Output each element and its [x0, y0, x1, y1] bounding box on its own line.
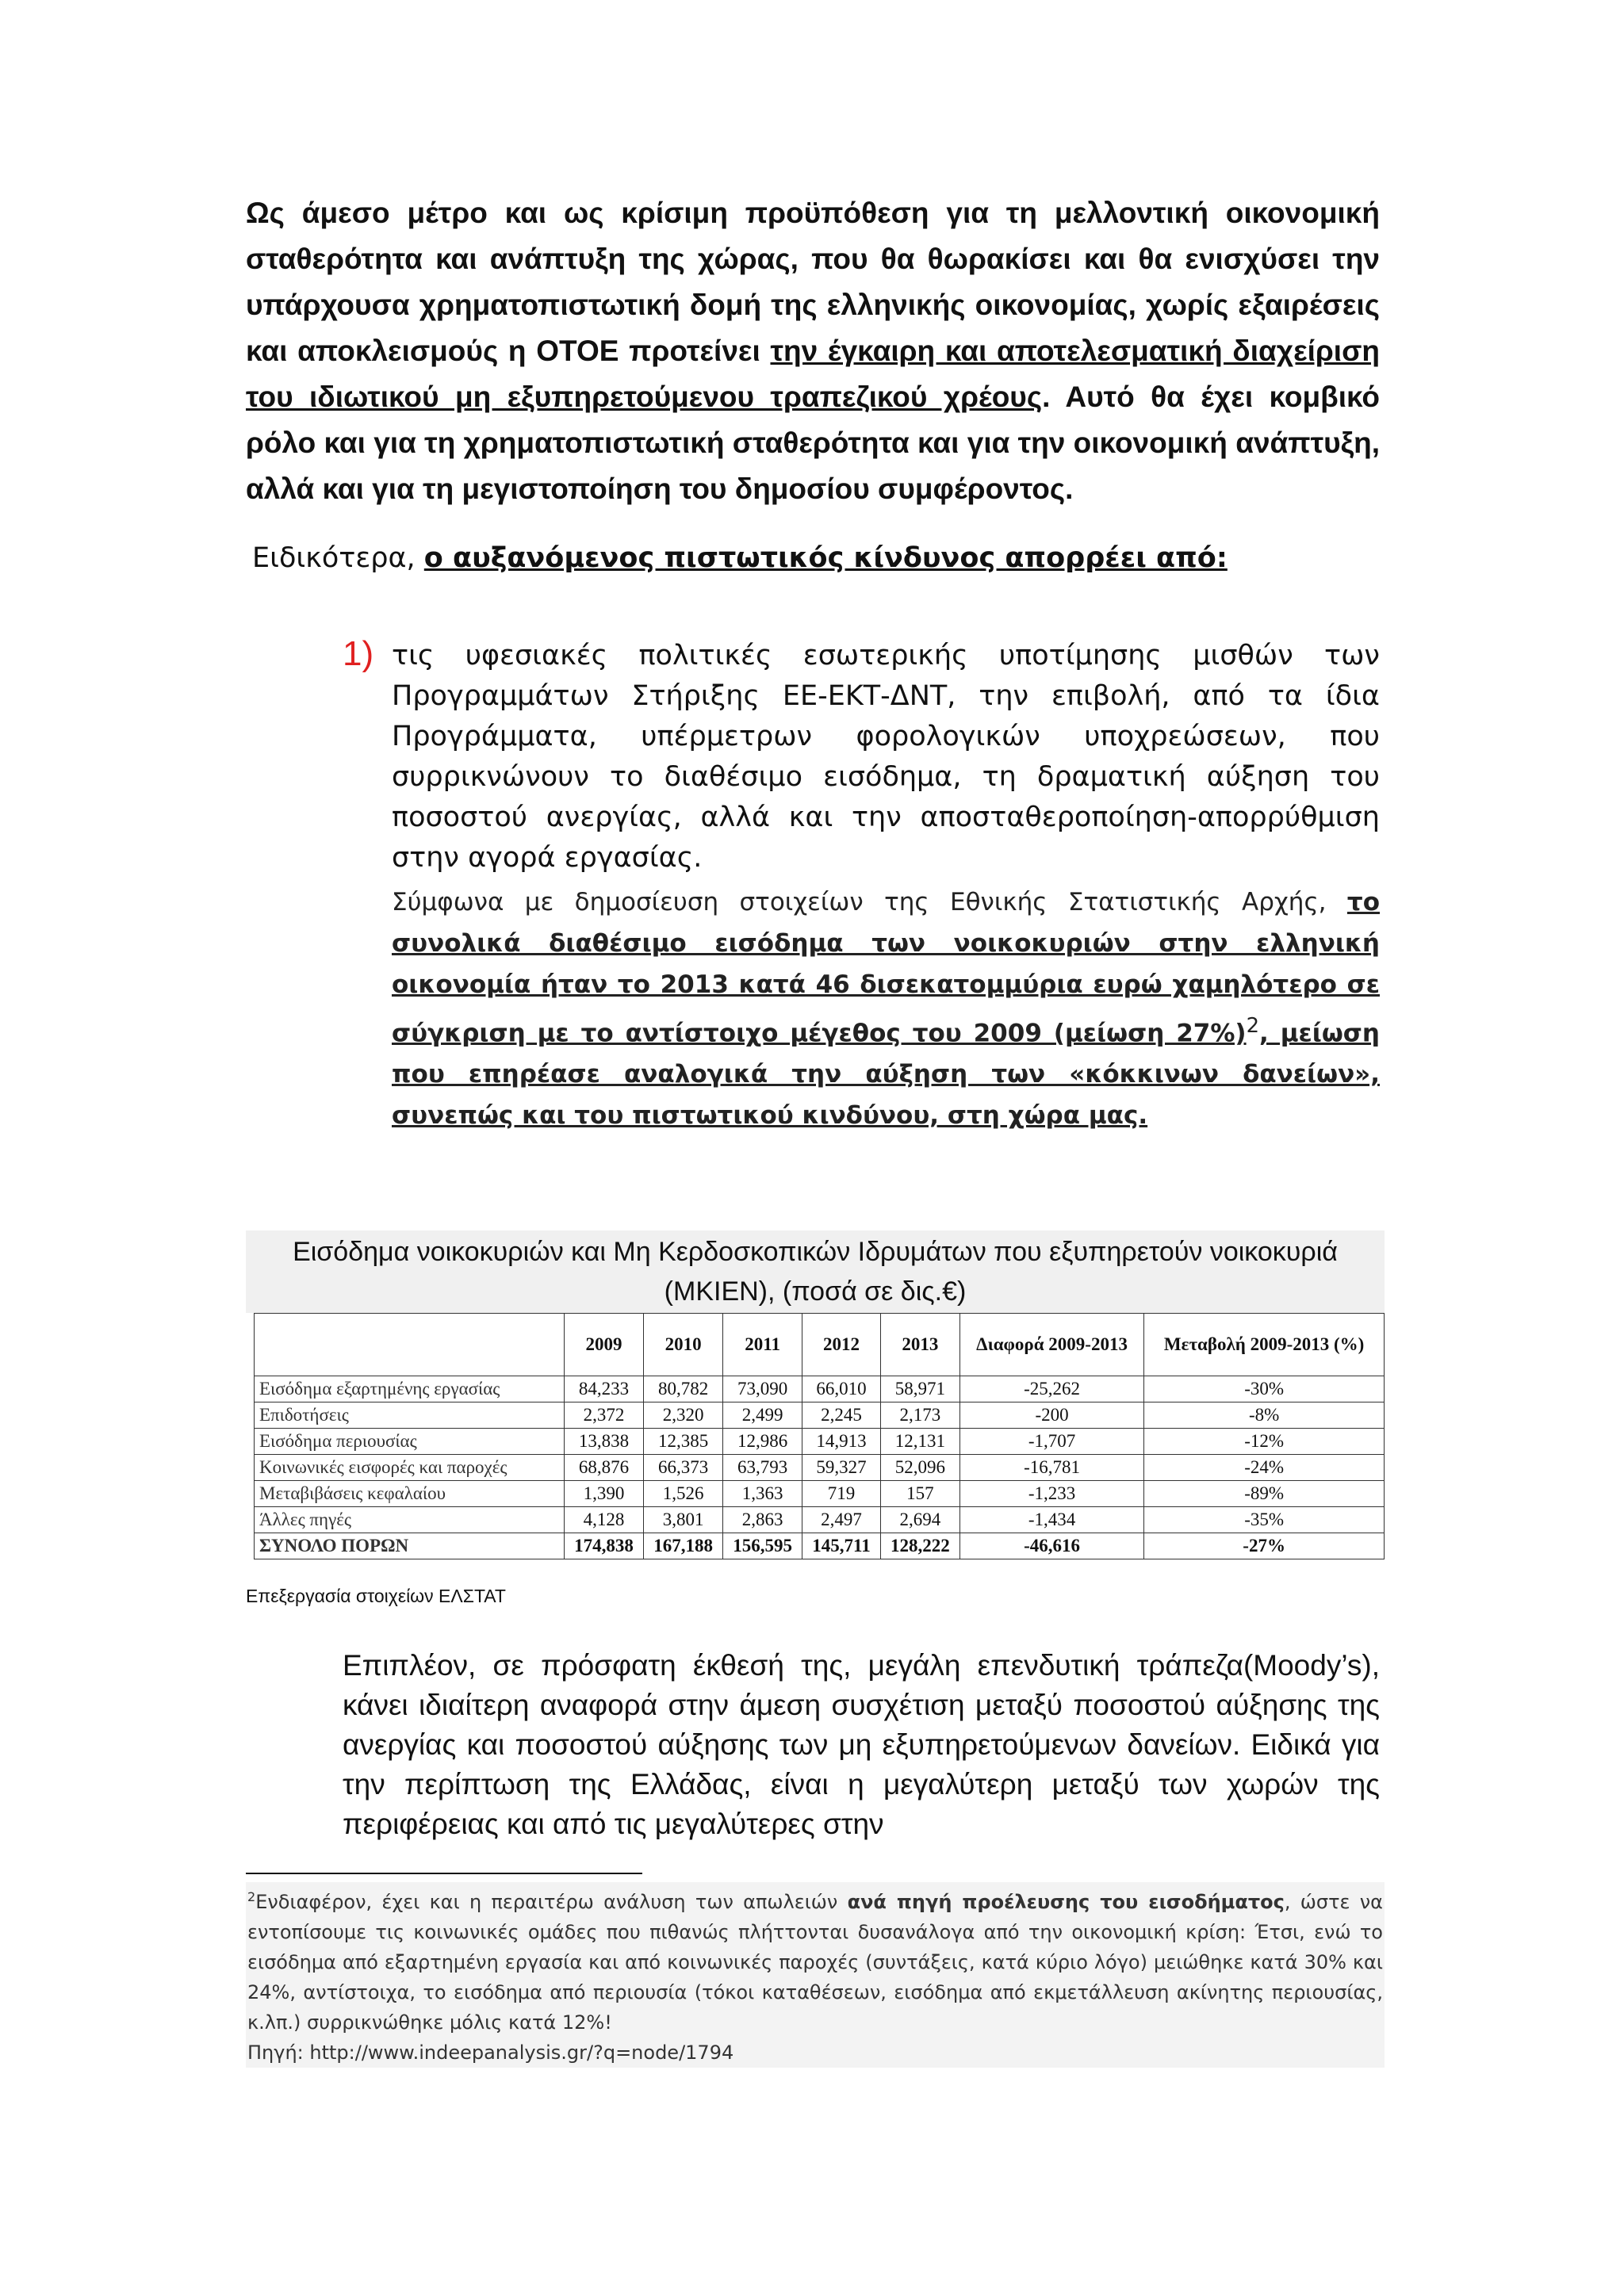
header-cell: 2013 [880, 1314, 959, 1376]
table-row [255, 1402, 1385, 1429]
row-label: Μεταβιβάσεις κεφαλαίου [255, 1481, 565, 1507]
table-cell: -8% [1144, 1402, 1385, 1429]
intro-bold: ο αυξανόμενος πιστωτικός κίνδυνος απορρέει από: [423, 542, 1228, 574]
detail-underlined-2: , μείωση που επηρέασε αναλογικά την αύξηση των «κόκκινων δανείων», συνεπώς και του πιστωτικού κινδύνου, στη χώρα μας. [392, 1019, 1380, 1131]
header-cell: 2009 [565, 1314, 644, 1376]
footnote-bold: ανά πηγή προέλευσης του εισοδήματος [847, 1891, 1285, 1913]
list-item-detail [392, 882, 1380, 1136]
income-table-wrap [254, 1313, 1386, 1559]
moodys-paragraph: Επιπλέον, σε πρόσφατη έκθεσή της, μεγάλη επενδυτική τράπεζα(Moody’s), κάνει ιδιαίτερη αναφορά στην άμεση συσχέτιση μεταξύ ποσοστού αύξησης της ανεργίας και ποσοστού αύξησης των μη εξυπηρετούμενων δανείων. Ειδικά για την περίπτωση της Ελλάδας, είναι η μεγαλύτερη μεταξύ των χωρών της περιφέρειας και από τις μεγαλύτερες στην [343, 1649, 1380, 1840]
opening-paragraph [246, 190, 1380, 512]
table-cell: 73,090 [723, 1376, 802, 1402]
footnote-ref: 2 [1246, 1014, 1259, 1038]
table-cell: 66,373 [644, 1455, 723, 1481]
table-cell: -1,707 [959, 1429, 1143, 1455]
opening-text-a: Ως άμεσο μέτρο και ως κρίσιμη προϋπόθεση για τη μελλοντική οικονομική σταθερότητα και ανάπτυξη της χώρας, που θα θωρακίσει και θα ενισχύσει την υπάρχουσα χρηματοπιστωτική δομή της ελληνικής οικονομίας, χωρίς εξαιρέσεις και αποκλεισμούς η ΟΤΟΕ προτείνει [246, 197, 1380, 367]
table-cell: -35% [1144, 1507, 1385, 1533]
table-cell: -12% [1144, 1429, 1385, 1455]
table-row [255, 1481, 1385, 1507]
table-cell: -89% [1144, 1481, 1385, 1507]
detail-lead: Σύμφωνα με δημοσίευση στοιχείων της Εθνικής Στατιστικής Αρχής, [392, 888, 1347, 916]
intro-line [252, 542, 1362, 574]
detail-underlined: το συνολικά διαθέσιμο εισόδημα των νοικοκυριών στην ελληνική οικονομία ήταν το 2013 κατά 46 δισεκατομμύρια ευρώ χαμηλότερο σε σύγκριση με το αντίστοιχο μέγεθος του 2009 (μείωση 27%) [392, 888, 1380, 1048]
table-row [255, 1455, 1385, 1481]
table-cell: 12,131 [880, 1429, 959, 1455]
header-cell: 2012 [802, 1314, 881, 1376]
table-cell: 145,711 [802, 1533, 881, 1559]
table-row [255, 1429, 1385, 1455]
table-cell: -30% [1144, 1376, 1385, 1402]
table-cell: -1,434 [959, 1507, 1143, 1533]
header-cell: Μεταβολή 2009-2013 (%) [1144, 1314, 1385, 1376]
opening-underlined: την έγκαιρη και αποτελεσματική διαχείριση του ιδιωτικού μη εξυπηρετούμενου τραπεζικού χρέους [246, 335, 1380, 413]
table-cell: 68,876 [565, 1455, 644, 1481]
table-cell: 63,793 [723, 1455, 802, 1481]
table-cell: 58,971 [880, 1376, 959, 1402]
row-label: Εισόδημα εξαρτημένης εργασίας [255, 1376, 565, 1402]
table-cell: 13,838 [565, 1429, 644, 1455]
footnote-text-b: , ώστε να εντοπίσουμε τις κοινωνικές ομάδες που πιθανώς πλήττονται δυσανάλογα από την οικονομική κρίση: Έτσι, ενώ το εισόδημα από εξαρτημένη εργασία και από κοινωνικές παροχές (συντάξεις, κατά κύριο λόγο) μειώθηκε κατά 30% και 24%, αντίστοιχα, το εισόδημα από περιουσία (τόκοι καταθέσεων, εισόδημα από εκμετάλλευση ακίνητης περιουσίας, κ.λπ.) συρρικνώθηκε μόλις κατά 12%! [247, 1891, 1383, 2034]
footnote-source-link[interactable]: Πηγή: http://www.indeepanalysis.gr/?q=node/1794 [247, 2042, 734, 2064]
footnote-mark: 2 [247, 1889, 256, 1904]
table-cell: 3,801 [644, 1507, 723, 1533]
table-cell: 2,245 [802, 1402, 881, 1429]
table-cell: 66,010 [802, 1376, 881, 1402]
table-title: Εισόδημα νοικοκυριών και Μη Κερδοσκοπικών Ιδρυμάτων που εξυπηρετούν νοικοκυριά (ΜΚΙΕΝ), (ποσά σε δις.€) [246, 1230, 1385, 1313]
table-cell: -46,616 [959, 1533, 1143, 1559]
table-cell: 128,222 [880, 1533, 959, 1559]
row-label: ΣΥΝΟΛΟ ΠΟΡΩΝ [255, 1533, 565, 1559]
table-cell: 2,497 [802, 1507, 881, 1533]
table-cell: 59,327 [802, 1455, 881, 1481]
table-cell: -25,262 [959, 1376, 1143, 1402]
table-cell: 80,782 [644, 1376, 723, 1402]
row-label: Εισόδημα περιουσίας [255, 1429, 565, 1455]
footnote-divider [246, 1873, 642, 1874]
table-cell: 1,390 [565, 1481, 644, 1507]
income-table [254, 1313, 1385, 1559]
table-cell: 2,694 [880, 1507, 959, 1533]
table-cell: 1,363 [723, 1481, 802, 1507]
table-cell: 84,233 [565, 1376, 644, 1402]
header-cell: Διαφορά 2009-2013 [959, 1314, 1143, 1376]
footnote-text-a: Ενδιαφέρον, έχει και η περαιτέρω ανάλυση των απωλειών [255, 1891, 848, 1913]
table-cell: 157 [880, 1481, 959, 1507]
table-cell: 719 [802, 1481, 881, 1507]
row-label: Άλλες πηγές [255, 1507, 565, 1533]
table-cell: 1,526 [644, 1481, 723, 1507]
table-cell: -27% [1144, 1533, 1385, 1559]
table-cell: 156,595 [723, 1533, 802, 1559]
list-item-text: τις υφεσιακές πολιτικές εσωτερικής υποτίμησης μισθών των Προγραμμάτων Στήριξης ΕΕ-ΕΚΤ-ΔΝΤ, την επιβολή, από τα ίδια Προγράμματα, υπέρμετρων φορολογικών υποχρεώσεων, που συρρικνώνουν το διαθέσιμο εισόδημα, τη δραματική αύξηση του ποσοστού ανεργίας, αλλά και την αποσταθεροποίηση-απορρύθμιση στην αγορά εργασίας. [392, 640, 1380, 874]
row-label: Επιδοτήσεις [255, 1402, 565, 1429]
table-row [255, 1507, 1385, 1533]
table-cell: -16,781 [959, 1455, 1143, 1481]
table-cell: 2,320 [644, 1402, 723, 1429]
header-cell [255, 1314, 565, 1376]
opening-text-b: . Αυτό θα έχει κομβικό ρόλο και για τη χρηματοπιστωτική σταθερότητα και για την οικονομική ανάπτυξη, αλλά και για τη μεγιστοποίηση του δημοσίου συμφέροντος. [246, 381, 1380, 505]
table-cell: 12,385 [644, 1429, 723, 1455]
footnote [246, 1882, 1385, 2068]
table-cell: 2,372 [565, 1402, 644, 1429]
table-cell: 52,096 [880, 1455, 959, 1481]
table-cell: -24% [1144, 1455, 1385, 1481]
row-label: Κοινωνικές εισφορές και παροχές [255, 1455, 565, 1481]
table-cell: -200 [959, 1402, 1143, 1429]
table-total-row [255, 1533, 1385, 1559]
table-cell: -1,233 [959, 1481, 1143, 1507]
intro-lead: Ειδικότερα, [252, 542, 424, 574]
table-cell: 2,499 [723, 1402, 802, 1429]
header-cell: 2010 [644, 1314, 723, 1376]
table-header-row [255, 1314, 1385, 1376]
table-cell: 4,128 [565, 1507, 644, 1533]
table-cell: 12,986 [723, 1429, 802, 1455]
table-cell: 2,863 [723, 1507, 802, 1533]
table-cell: 167,188 [644, 1533, 723, 1559]
table-source: Επεξεργασία στοιχείων ΕΛΣΤΑΤ [246, 1586, 506, 1606]
table-row [255, 1376, 1385, 1402]
table-cell: 14,913 [802, 1429, 881, 1455]
list-number: 1) [343, 634, 374, 673]
header-cell: 2011 [723, 1314, 802, 1376]
table-cell: 174,838 [565, 1533, 644, 1559]
table-cell: 2,173 [880, 1402, 959, 1429]
